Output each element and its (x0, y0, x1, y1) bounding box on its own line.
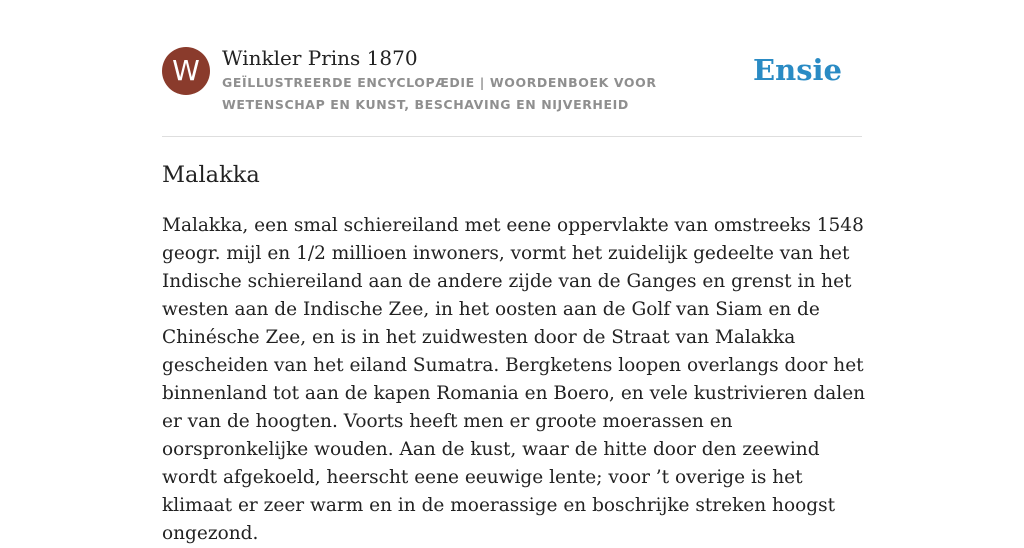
article-body: Malakka, een smal schiereiland met eene oppervlakte van omstreeks 1548 geogr. mijl en 1/2 millioen inwoners, vormt het zuidelijk gedeelte van het Indische schiereiland aan de andere zijde van de Ganges en grenst in het westen aan de Indische Zee, in het oosten aan de Golf van Siam en de Chinésche Zee, en is in het zuidwesten door de Straat van Malakka gescheiden van het eiland Sumatra. Bergketens loopen overlangs door het binnenland tot aan de kapen Romania en Boero, en vele kustrivieren dalen er van de hoogten. Voorts heeft men er groote moerassen en oorspronkelijke wouden. Aan de kust, waar de hitte door den zeewind wordt afgekoeld, heerscht eene eeuwige lente; voor ’t overige is het klimaat er zeer warm en in de moerassige en boschrijke streken hoogst ongezond. (162, 215, 866, 544)
source-title[interactable]: Winkler Prins 1870 (222, 46, 418, 70)
page (162, 0, 866, 544)
article-title: Malakka (162, 162, 260, 188)
source-subtitle: GEÏLLUSTREERDE ENCYCLOPÆDIE | WOORDENBOEK VOOR WETENSCHAP EN KUNST, BESCHAVING EN NIJVERHEID (222, 75, 657, 112)
source-avatar[interactable]: W (162, 47, 210, 95)
source-header (162, 0, 862, 137)
ensie-logo[interactable]: Ensie (753, 53, 842, 87)
